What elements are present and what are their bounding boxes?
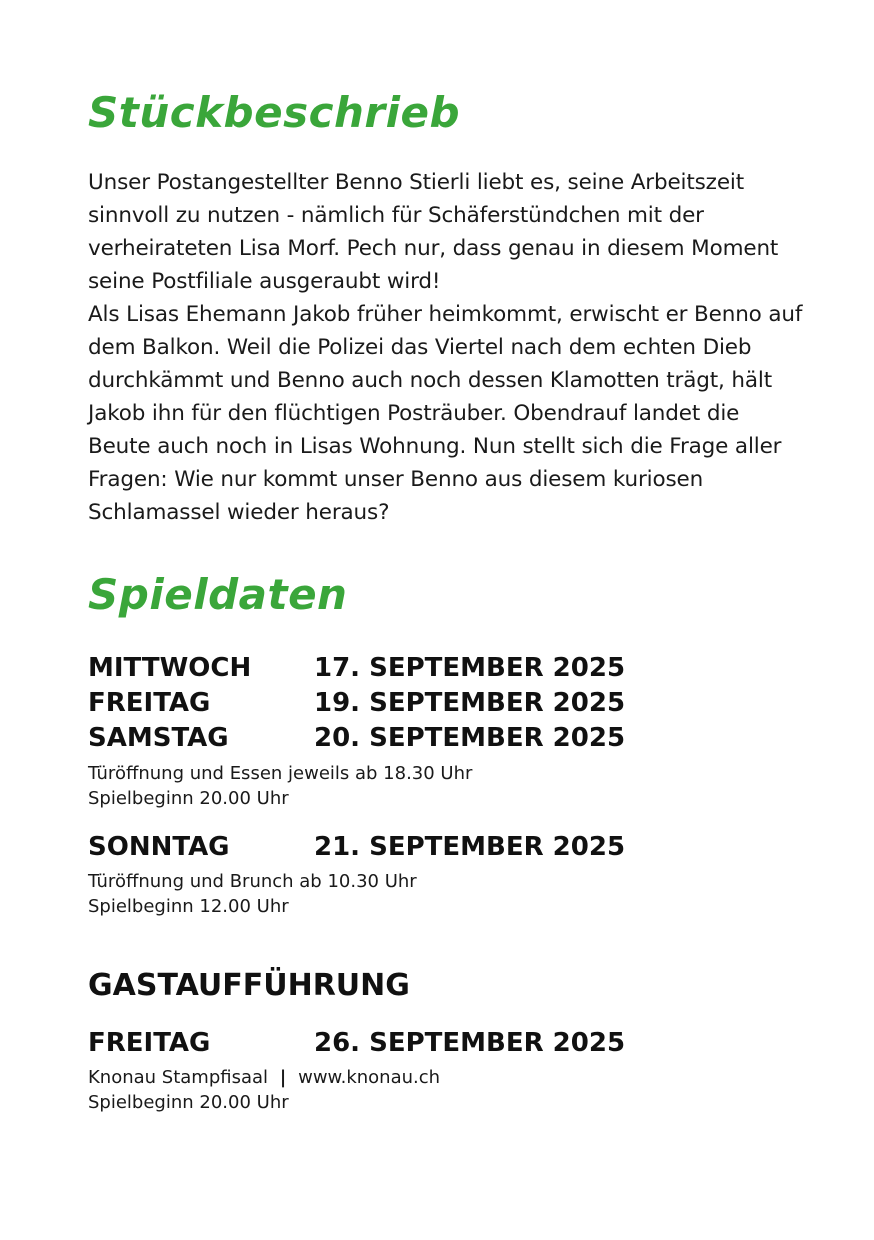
description-paragraph-1: Unser Postangestellter Benno Stierli liebt es, seine Arbeitszeit sinnvoll zu nutzen - nämlich für Schäferstündchen mit der verheirateten Lisa Morf. Pech nur, dass genau in diesem Moment seine Postfiliale ausgeraubt wird! <box>88 170 779 294</box>
group1-note-start: Spielbeginn 20.00 Uhr <box>88 788 289 809</box>
date-row-day: SAMSTAG <box>88 723 229 753</box>
description-text <box>88 166 808 529</box>
description-heading: Stückbeschrieb <box>88 88 461 137</box>
date-row-date: 20. SEPTEMBER 2025 <box>314 723 626 753</box>
date-row-day: FREITAG <box>88 1028 211 1058</box>
separator: | <box>279 1067 287 1088</box>
guest-website-link[interactable]: www.knonau.ch <box>298 1067 441 1088</box>
guest-venue-line <box>88 1066 440 1090</box>
date-row-day: MITTWOCH <box>88 653 252 683</box>
date-row-day: FREITAG <box>88 688 211 718</box>
guest-note-start: Spielbeginn 20.00 Uhr <box>88 1092 289 1113</box>
guest-heading: GASTAUFFÜHRUNG <box>88 968 410 1003</box>
date-row-day: SONNTAG <box>88 832 230 862</box>
group2-note-start: Spielbeginn 12.00 Uhr <box>88 896 289 917</box>
date-row-date: 26. SEPTEMBER 2025 <box>314 1028 626 1058</box>
date-row-date: 21. SEPTEMBER 2025 <box>314 832 626 862</box>
date-row-date: 17. SEPTEMBER 2025 <box>314 653 626 683</box>
group2-note-doors: Türöffnung und Brunch ab 10.30 Uhr <box>88 871 417 892</box>
description-paragraph-2: Als Lisas Ehemann Jakob früher heimkommt, erwischt er Benno auf dem Balkon. Weil die Polizei das Viertel nach dem echten Dieb durchkämmt und Benno auch noch dessen Klamotten trägt, hält Jakob ihn für den flüchtigen Posträuber. Obendrauf landet die Beute auch noch in Lisas Wohnung. Nun stellt sich die Frage aller Fragen: Wie nur kommt unser Benno aus diesem kuriosen Schlamassel wieder heraus? <box>88 302 803 525</box>
group1-note-doors: Türöffnung und Essen jeweils ab 18.30 Uhr <box>88 763 473 784</box>
dates-heading: Spieldaten <box>88 570 348 619</box>
guest-venue: Knonau Stampfisaal <box>88 1067 269 1088</box>
date-row-date: 19. SEPTEMBER 2025 <box>314 688 626 718</box>
